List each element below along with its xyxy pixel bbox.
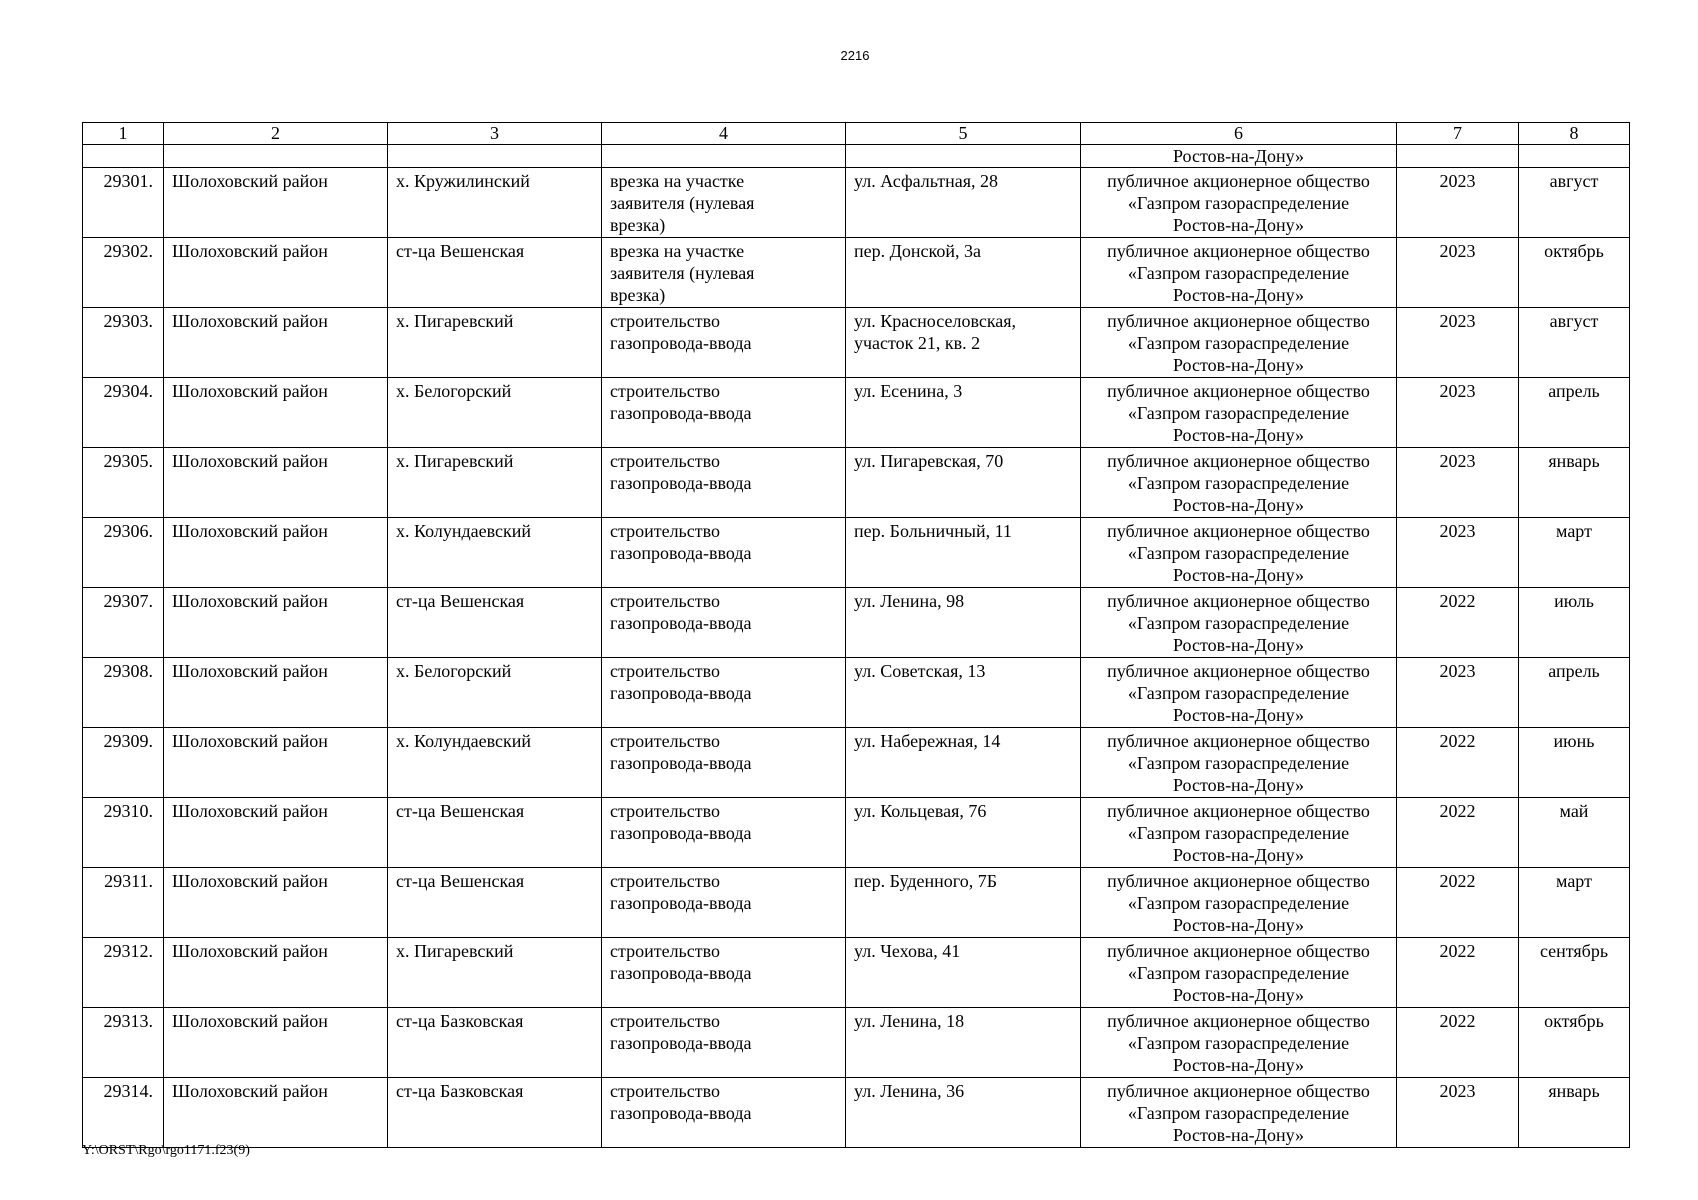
column-number-row [83,123,1630,145]
column-number-3: 3 [388,123,602,145]
cell-work-type: строительство газопровода-ввода [602,1008,846,1078]
cell-address: пер. Буденного, 7Б [846,868,1081,938]
cell-locality: ст-ца Вешенская [388,798,602,868]
cell-row-number: 29305. [83,448,164,518]
cell-district: Шолоховский район [164,588,388,658]
cell-row-number: 29302. [83,238,164,308]
cell-organization: публичное акционерное общество «Газпром газораспределение Ростов-на-Дону» [1081,798,1397,868]
cell-organization: публичное акционерное общество «Газпром газораспределение Ростов-на-Дону» [1081,658,1397,728]
cell-month: май [1519,798,1630,868]
cell-locality: х. Пигаревский [388,938,602,1008]
cell-row-number: 29303. [83,308,164,378]
cell-month: апрель [1519,378,1630,448]
cell-locality: х. Пигаревский [388,308,602,378]
cell-organization: публичное акционерное общество «Газпром газораспределение Ростов-на-Дону» [1081,1078,1397,1148]
cell-locality: х. Кружилинский [388,168,602,238]
cell-work-type: строительство газопровода-ввода [602,658,846,728]
cell-district: Шолоховский район [164,308,388,378]
cell-year: 2022 [1397,938,1519,1008]
cell-organization-continued: Ростов-на-Дону» [1081,145,1397,168]
cell-year: 2023 [1397,168,1519,238]
cell-organization: публичное акционерное общество «Газпром газораспределение Ростов-на-Дону» [1081,868,1397,938]
cell-locality: ст-ца Вешенская [388,868,602,938]
cell-month: март [1519,518,1630,588]
registry-table [82,122,1630,1148]
cell-month: август [1519,308,1630,378]
cell-district: Шолоховский район [164,1078,388,1148]
cell-month: июль [1519,588,1630,658]
cell-year: 2023 [1397,518,1519,588]
cell-district: Шолоховский район [164,238,388,308]
cell-year: 2023 [1397,448,1519,518]
cell-empty [1397,145,1519,168]
cell-work-type: строительство газопровода-ввода [602,588,846,658]
cell-address: ул. Ленина, 36 [846,1078,1081,1148]
cell-locality: ст-ца Вешенская [388,588,602,658]
page-number: 2216 [840,48,870,63]
cell-work-type: строительство газопровода-ввода [602,798,846,868]
cell-month: июнь [1519,728,1630,798]
cell-year: 2022 [1397,588,1519,658]
cell-organization: публичное акционерное общество «Газпром газораспределение Ростов-на-Дону» [1081,448,1397,518]
cell-year: 2022 [1397,1008,1519,1078]
cell-organization: публичное акционерное общество «Газпром газораспределение Ростов-на-Дону» [1081,308,1397,378]
cell-month: сентябрь [1519,938,1630,1008]
cell-address: ул. Красноселовская, участок 21, кв. 2 [846,308,1081,378]
cell-organization: публичное акционерное общество «Газпром газораспределение Ростов-на-Дону» [1081,168,1397,238]
cell-work-type: строительство газопровода-ввода [602,448,846,518]
cell-address: ул. Асфальтная, 28 [846,168,1081,238]
table-row [83,868,1630,938]
cell-year: 2023 [1397,238,1519,308]
footer-file-path: Y:\ORST\Rgo\rgo1171.f23(9) [82,1143,250,1158]
cell-address: ул. Пигаревская, 70 [846,448,1081,518]
column-number-1: 1 [83,123,164,145]
cell-row-number: 29304. [83,378,164,448]
cell-row-number: 29314. [83,1078,164,1148]
cell-year: 2022 [1397,728,1519,798]
cell-locality: х. Пигаревский [388,448,602,518]
cell-address: ул. Советская, 13 [846,658,1081,728]
cell-row-number: 29301. [83,168,164,238]
cell-locality: х. Белогорский [388,658,602,728]
cell-organization: публичное акционерное общество «Газпром газораспределение Ростов-на-Дону» [1081,518,1397,588]
continuation-row [83,145,1630,168]
cell-row-number: 29309. [83,728,164,798]
cell-address: ул. Кольцевая, 76 [846,798,1081,868]
cell-row-number: 29313. [83,1008,164,1078]
cell-month: январь [1519,448,1630,518]
cell-district: Шолоховский район [164,658,388,728]
table-row [83,1078,1630,1148]
cell-district: Шолоховский район [164,448,388,518]
table-row [83,938,1630,1008]
cell-row-number: 29306. [83,518,164,588]
table-row [83,588,1630,658]
cell-work-type: строительство газопровода-ввода [602,308,846,378]
cell-address: ул. Набережная, 14 [846,728,1081,798]
cell-work-type: строительство газопровода-ввода [602,868,846,938]
column-number-6: 6 [1081,123,1397,145]
table-row [83,518,1630,588]
column-number-2: 2 [164,123,388,145]
cell-locality: ст-ца Вешенская [388,238,602,308]
cell-organization: публичное акционерное общество «Газпром газораспределение Ростов-на-Дону» [1081,1008,1397,1078]
cell-work-type: строительство газопровода-ввода [602,728,846,798]
cell-empty [846,145,1081,168]
table-row [83,1008,1630,1078]
column-number-4: 4 [602,123,846,145]
table-row [83,658,1630,728]
cell-district: Шолоховский район [164,1008,388,1078]
cell-row-number: 29307. [83,588,164,658]
column-number-8: 8 [1519,123,1630,145]
cell-empty [83,145,164,168]
cell-organization: публичное акционерное общество «Газпром газораспределение Ростов-на-Дону» [1081,588,1397,658]
cell-locality: х. Белогорский [388,378,602,448]
cell-month: март [1519,868,1630,938]
table-row [83,168,1630,238]
cell-district: Шолоховский район [164,378,388,448]
cell-address: пер. Больничный, 11 [846,518,1081,588]
cell-organization: публичное акционерное общество «Газпром газораспределение Ростов-на-Дону» [1081,938,1397,1008]
cell-work-type: строительство газопровода-ввода [602,378,846,448]
cell-address: ул. Чехова, 41 [846,938,1081,1008]
table-row [83,378,1630,448]
cell-district: Шолоховский район [164,728,388,798]
cell-year: 2023 [1397,308,1519,378]
cell-district: Шолоховский район [164,518,388,588]
cell-row-number: 29308. [83,658,164,728]
cell-month: август [1519,168,1630,238]
cell-organization: публичное акционерное общество «Газпром газораспределение Ростов-на-Дону» [1081,238,1397,308]
cell-work-type: врезка на участке заявителя (нулевая врезка) [602,168,846,238]
cell-year: 2023 [1397,378,1519,448]
cell-empty [164,145,388,168]
cell-empty [388,145,602,168]
cell-row-number: 29310. [83,798,164,868]
cell-year: 2022 [1397,868,1519,938]
column-number-5: 5 [846,123,1081,145]
cell-work-type: строительство газопровода-ввода [602,1078,846,1148]
cell-address: пер. Донской, 3а [846,238,1081,308]
cell-work-type: врезка на участке заявителя (нулевая врезка) [602,238,846,308]
cell-empty [1519,145,1630,168]
cell-month: октябрь [1519,238,1630,308]
cell-district: Шолоховский район [164,868,388,938]
cell-month: апрель [1519,658,1630,728]
cell-locality: х. Колундаевский [388,728,602,798]
cell-year: 2022 [1397,798,1519,868]
cell-month: январь [1519,1078,1630,1148]
cell-locality: ст-ца Базковская [388,1008,602,1078]
cell-work-type: строительство газопровода-ввода [602,518,846,588]
table-row [83,238,1630,308]
column-number-7: 7 [1397,123,1519,145]
cell-organization: публичное акционерное общество «Газпром газораспределение Ростов-на-Дону» [1081,378,1397,448]
cell-address: ул. Ленина, 98 [846,588,1081,658]
cell-address: ул. Ленина, 18 [846,1008,1081,1078]
table-row [83,798,1630,868]
cell-empty [602,145,846,168]
cell-locality: ст-ца Базковская [388,1078,602,1148]
table-row [83,448,1630,518]
cell-month: октябрь [1519,1008,1630,1078]
table-row [83,308,1630,378]
cell-year: 2023 [1397,658,1519,728]
cell-organization: публичное акционерное общество «Газпром газораспределение Ростов-на-Дону» [1081,728,1397,798]
cell-row-number: 29312. [83,938,164,1008]
cell-work-type: строительство газопровода-ввода [602,938,846,1008]
cell-locality: х. Колундаевский [388,518,602,588]
cell-district: Шолоховский район [164,168,388,238]
cell-row-number: 29311. [83,868,164,938]
table-row [83,728,1630,798]
cell-district: Шолоховский район [164,938,388,1008]
cell-district: Шолоховский район [164,798,388,868]
cell-year: 2023 [1397,1078,1519,1148]
cell-address: ул. Есенина, 3 [846,378,1081,448]
